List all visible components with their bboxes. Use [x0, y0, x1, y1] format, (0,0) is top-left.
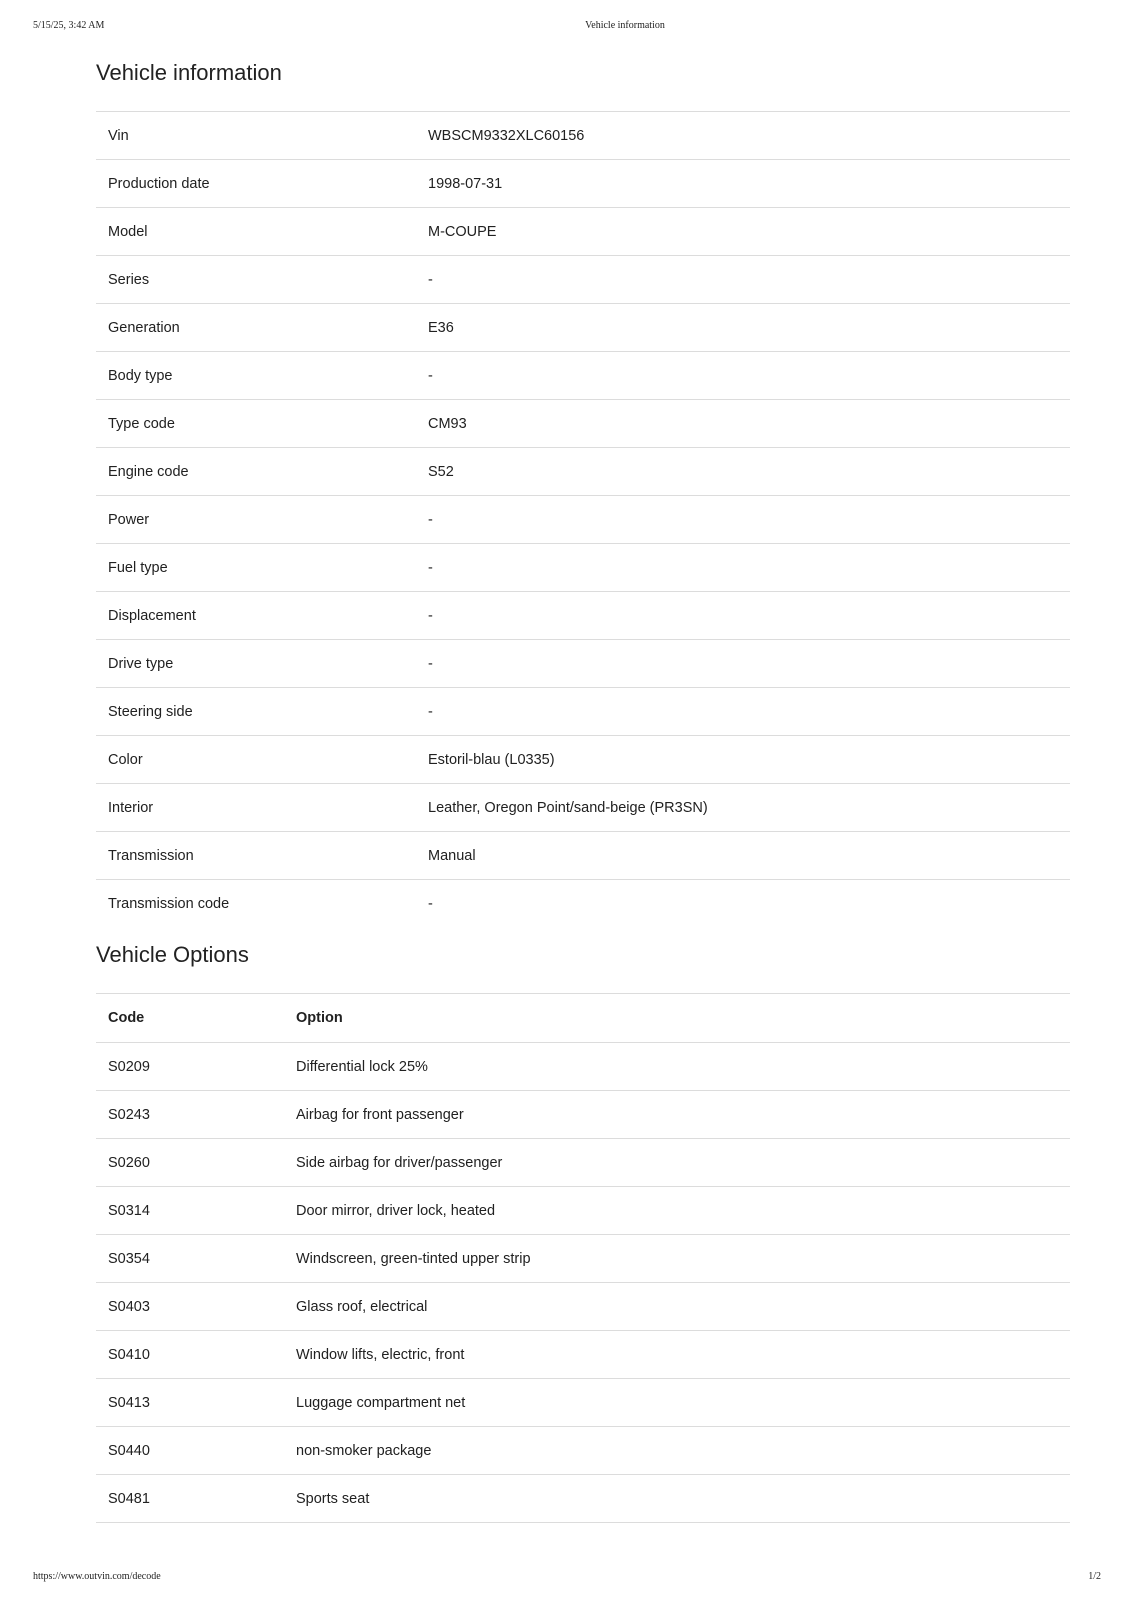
- field-label: Displacement: [96, 592, 416, 640]
- table-row: [96, 544, 1070, 592]
- table-row: [96, 1331, 1070, 1379]
- option-code: S0410: [96, 1331, 284, 1379]
- option-description: Door mirror, driver lock, heated: [284, 1187, 1070, 1235]
- field-label: Steering side: [96, 688, 416, 736]
- page-content: [96, 55, 1070, 1523]
- table-row: [96, 1043, 1070, 1091]
- option-code: S0314: [96, 1187, 284, 1235]
- table-row: [96, 448, 1070, 496]
- table-row: [96, 592, 1070, 640]
- field-value: WBSCM9332XLC60156: [416, 112, 1070, 160]
- field-label: Type code: [96, 400, 416, 448]
- column-header-option: Option: [284, 994, 1070, 1043]
- table-row: [96, 352, 1070, 400]
- field-label: Color: [96, 736, 416, 784]
- print-header: [0, 20, 1131, 34]
- table-row: [96, 832, 1070, 880]
- field-value: -: [416, 544, 1070, 592]
- table-row: [96, 784, 1070, 832]
- field-label: Body type: [96, 352, 416, 400]
- option-description: Side airbag for driver/passenger: [284, 1139, 1070, 1187]
- vehicle-information-table: [96, 111, 1070, 927]
- field-label: Power: [96, 496, 416, 544]
- vehicle-options-body: [96, 1043, 1070, 1523]
- vehicle-information-title: Vehicle information: [96, 60, 282, 85]
- field-label: Engine code: [96, 448, 416, 496]
- option-code: S0243: [96, 1091, 284, 1139]
- field-value: Manual: [416, 832, 1070, 880]
- field-label: Fuel type: [96, 544, 416, 592]
- table-row: [96, 256, 1070, 304]
- field-label: Model: [96, 208, 416, 256]
- option-code: S0260: [96, 1139, 284, 1187]
- table-row: [96, 1283, 1070, 1331]
- vehicle-information-body: [96, 112, 1070, 928]
- vehicle-options-title: Vehicle Options: [96, 942, 249, 967]
- field-label: Transmission: [96, 832, 416, 880]
- table-row: [96, 880, 1070, 928]
- field-label: Vin: [96, 112, 416, 160]
- field-value: -: [416, 688, 1070, 736]
- field-value: E36: [416, 304, 1070, 352]
- table-row: [96, 1427, 1070, 1475]
- field-value: -: [416, 640, 1070, 688]
- table-row: [96, 688, 1070, 736]
- field-label: Production date: [96, 160, 416, 208]
- field-value: 1998-07-31: [416, 160, 1070, 208]
- table-row: [96, 112, 1070, 160]
- option-code: S0209: [96, 1043, 284, 1091]
- field-value: M-COUPE: [416, 208, 1070, 256]
- option-description: Differential lock 25%: [284, 1043, 1070, 1091]
- table-row: [96, 736, 1070, 784]
- table-row: [96, 640, 1070, 688]
- option-code: S0354: [96, 1235, 284, 1283]
- option-code: S0481: [96, 1475, 284, 1523]
- table-row: [96, 400, 1070, 448]
- print-title: Vehicle information: [585, 20, 665, 31]
- table-row: [96, 160, 1070, 208]
- field-value: -: [416, 496, 1070, 544]
- field-label: Drive type: [96, 640, 416, 688]
- table-row: [96, 1475, 1070, 1523]
- print-footer: [0, 1571, 1131, 1585]
- option-code: S0403: [96, 1283, 284, 1331]
- table-row: [96, 1091, 1070, 1139]
- field-value: -: [416, 256, 1070, 304]
- option-description: Glass roof, electrical: [284, 1283, 1070, 1331]
- table-row: [96, 304, 1070, 352]
- field-value: Estoril-blau (L0335): [416, 736, 1070, 784]
- options-header-row: [96, 994, 1070, 1043]
- table-row: [96, 1187, 1070, 1235]
- option-description: Luggage compartment net: [284, 1379, 1070, 1427]
- field-value: CM93: [416, 400, 1070, 448]
- field-value: -: [416, 592, 1070, 640]
- table-row: [96, 496, 1070, 544]
- table-row: [96, 1235, 1070, 1283]
- field-label: Generation: [96, 304, 416, 352]
- table-row: [96, 1139, 1070, 1187]
- field-value: -: [416, 880, 1070, 928]
- vehicle-options-table: [96, 993, 1070, 1523]
- field-value: S52: [416, 448, 1070, 496]
- option-description: Sports seat: [284, 1475, 1070, 1523]
- option-description: Window lifts, electric, front: [284, 1331, 1070, 1379]
- option-code: S0440: [96, 1427, 284, 1475]
- option-description: Airbag for front passenger: [284, 1091, 1070, 1139]
- field-value: -: [416, 352, 1070, 400]
- option-code: S0413: [96, 1379, 284, 1427]
- field-label: Series: [96, 256, 416, 304]
- table-row: [96, 1379, 1070, 1427]
- table-row: [96, 208, 1070, 256]
- field-label: Transmission code: [96, 880, 416, 928]
- page-number: 1/2: [1088, 1571, 1101, 1582]
- option-description: non-smoker package: [284, 1427, 1070, 1475]
- field-label: Interior: [96, 784, 416, 832]
- print-datetime: 5/15/25, 3:42 AM: [33, 20, 105, 31]
- option-description: Windscreen, green-tinted upper strip: [284, 1235, 1070, 1283]
- print-url: https://www.outvin.com/decode: [33, 1571, 161, 1582]
- field-value: Leather, Oregon Point/sand-beige (PR3SN): [416, 784, 1070, 832]
- column-header-code: Code: [96, 994, 284, 1043]
